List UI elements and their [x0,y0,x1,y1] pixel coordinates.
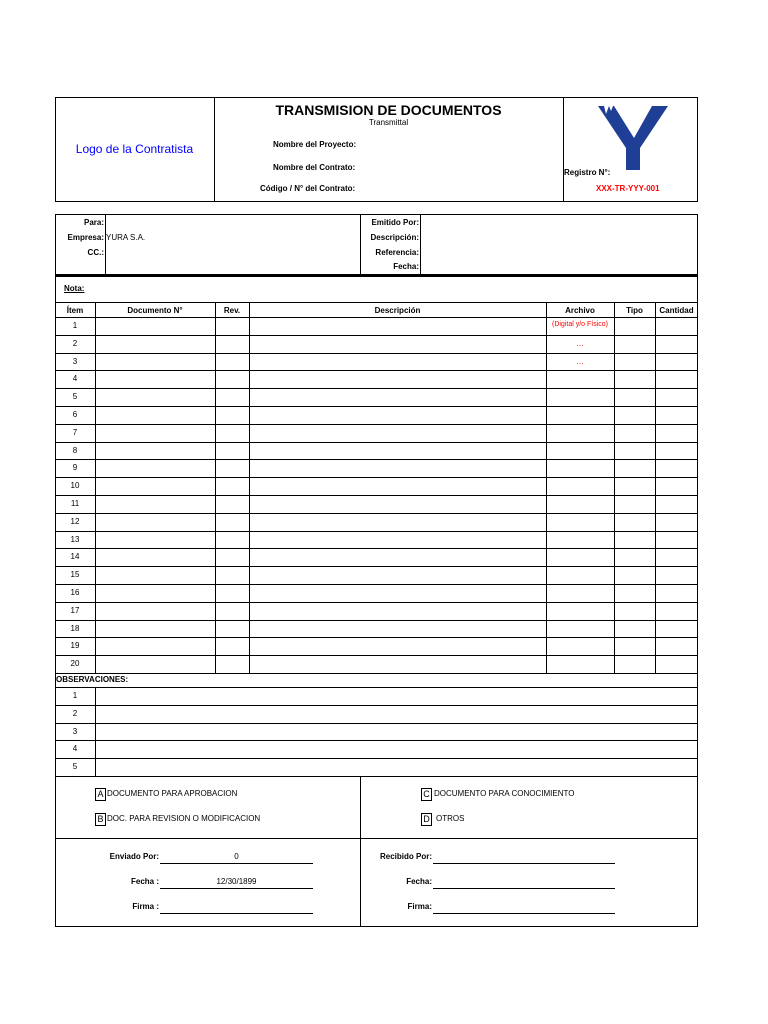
table-row-line [55,424,698,425]
firma-left-label: Firma : [132,902,159,911]
table-row-number: 11 [70,499,80,508]
table-row-line [55,477,698,478]
table-row-line [55,406,698,407]
table-row-number: 5 [72,392,78,402]
col-divider [95,302,96,673]
table-row-line [55,388,698,389]
table-row-line [55,620,698,621]
observaciones-label: OBSERVACIONES: [56,675,129,684]
yura-logo-icon [596,104,670,172]
table-row-number: 7 [72,427,78,437]
emitido-label: Emitido Por: [371,218,419,227]
table-row-line [55,584,698,585]
cc-label: CC.: [87,248,104,257]
col-divider [215,302,216,673]
table-row-number: 6 [72,410,78,419]
fecha-left-value: 12/30/1899 [216,877,257,886]
table-row-line [55,513,698,514]
table-row-number: 2 [72,338,78,348]
table-row-line [55,566,698,567]
table-row-number: 3 [72,356,78,366]
recibido-line[interactable] [433,863,615,864]
table-row-line [55,459,698,460]
contract-code-label: Código / N° del Contrato: [260,184,356,193]
table-row-line [55,442,698,443]
col-divider [249,302,250,673]
page-title: TRANSMISION DE DOCUMENTOS [275,102,502,118]
table-row-number: 19 [70,641,80,651]
project-name-label: Nombre del Proyecto: [273,140,357,149]
table-row-number: 15 [70,570,80,580]
table-row-number: 17 [70,605,80,615]
header-divider [563,97,564,202]
enviado-value: 0 [234,852,239,861]
option-c-checkbox[interactable]: C [421,788,432,801]
obs-row-number: 5 [72,762,78,772]
enviado-label: Enviado Por: [109,852,159,861]
table-row-line [55,531,698,532]
firma-right-line[interactable] [433,913,615,914]
archivo-cell: (Digital y/o Físico) [551,321,608,328]
obs-top-line [55,673,698,674]
option-c-label: DOCUMENTO PARA CONOCIMIENTO [434,789,575,798]
fecha-left-label: Fecha : [130,877,159,886]
option-d-label: OTROS [436,814,465,823]
obs-row-line [55,758,698,759]
empresa-label: Empresa: [67,233,104,242]
obs-col-divider [95,687,96,776]
firma-right-label: Firma: [407,902,432,911]
registro-label: Registro N°: [564,168,611,177]
archivo-cell: … [576,339,584,348]
obs-row-line [55,740,698,741]
nota-label: Nota: [64,284,85,293]
col-header-descripcion: Descripción [374,306,421,315]
obs-row-number: 2 [72,708,78,718]
contract-name-label: Nombre del Contrato: [273,163,356,172]
option-b-checkbox[interactable]: B [95,813,106,826]
table-row-number: 1 [72,321,78,330]
table-row-number: 12 [70,516,80,526]
enviado-line[interactable] [160,863,313,864]
option-d-checkbox[interactable]: D [421,813,432,826]
archivo-cell: … [576,357,584,366]
table-row-line [55,353,698,354]
obs-row-line [55,723,698,724]
firma-left-line[interactable] [160,913,313,914]
option-b-label: DOC. PARA REVISION O MODIFICACION [107,814,261,823]
fecha-right-label: Fecha: [406,877,432,886]
table-row-number: 9 [72,463,78,473]
table-row-line [55,495,698,496]
referencia-label: Referencia: [375,248,419,257]
table-row-number: 10 [70,481,80,491]
table-row-number: 16 [70,588,80,597]
table-row-number: 20 [70,659,80,669]
table-row-number: 18 [70,623,80,633]
fecha-right-line[interactable] [433,888,615,889]
col-header-tipo: Tipo [626,306,643,315]
obs-header-bottom [55,687,698,688]
table-row-number: 14 [70,552,80,562]
page-subtitle: Transmittal [368,118,409,127]
col-divider [614,302,615,673]
descripcion-label: Descripción: [370,233,419,242]
table-header-top [55,302,698,303]
table-row-line [55,335,698,336]
table-row-number: 8 [72,445,78,455]
table-row-line [55,548,698,549]
col-header-item: Ítem [66,306,84,315]
recibido-label: Recibido Por: [379,852,432,861]
info-divider [420,214,421,275]
table-row-number: 13 [70,534,80,544]
col-header-cantidad: Cantidad [659,306,694,315]
table-row-line [55,602,698,603]
option-a-label: DOCUMENTO PARA APROBACION [107,789,238,798]
option-a-checkbox[interactable]: A [95,788,106,801]
col-header-archivo: Archivo [565,306,595,315]
empresa-value: YURA S.A. [106,233,146,242]
obs-row-line [55,705,698,706]
contractor-logo-placeholder: Logo de la Contratista [75,142,194,156]
registro-value: XXX-TR-YYY-001 [596,184,660,193]
col-header-documento: Documento N° [127,306,183,315]
table-row-line [55,655,698,656]
options-top-line [55,776,698,777]
col-divider [655,302,656,673]
table-row-line [55,637,698,638]
table-header-bottom [55,317,698,318]
col-header-rev: Rev. [223,306,241,315]
options-bottom-line [55,838,698,839]
info-divider [105,214,106,275]
para-label: Para: [83,218,104,227]
table-row-line [55,370,698,371]
table-row-number: 4 [72,374,78,384]
obs-row-number: 3 [72,726,78,736]
fecha-label: Fecha: [393,262,419,271]
obs-row-number: 1 [72,691,78,700]
fecha-left-line[interactable] [160,888,313,889]
obs-row-number: 4 [72,744,78,754]
